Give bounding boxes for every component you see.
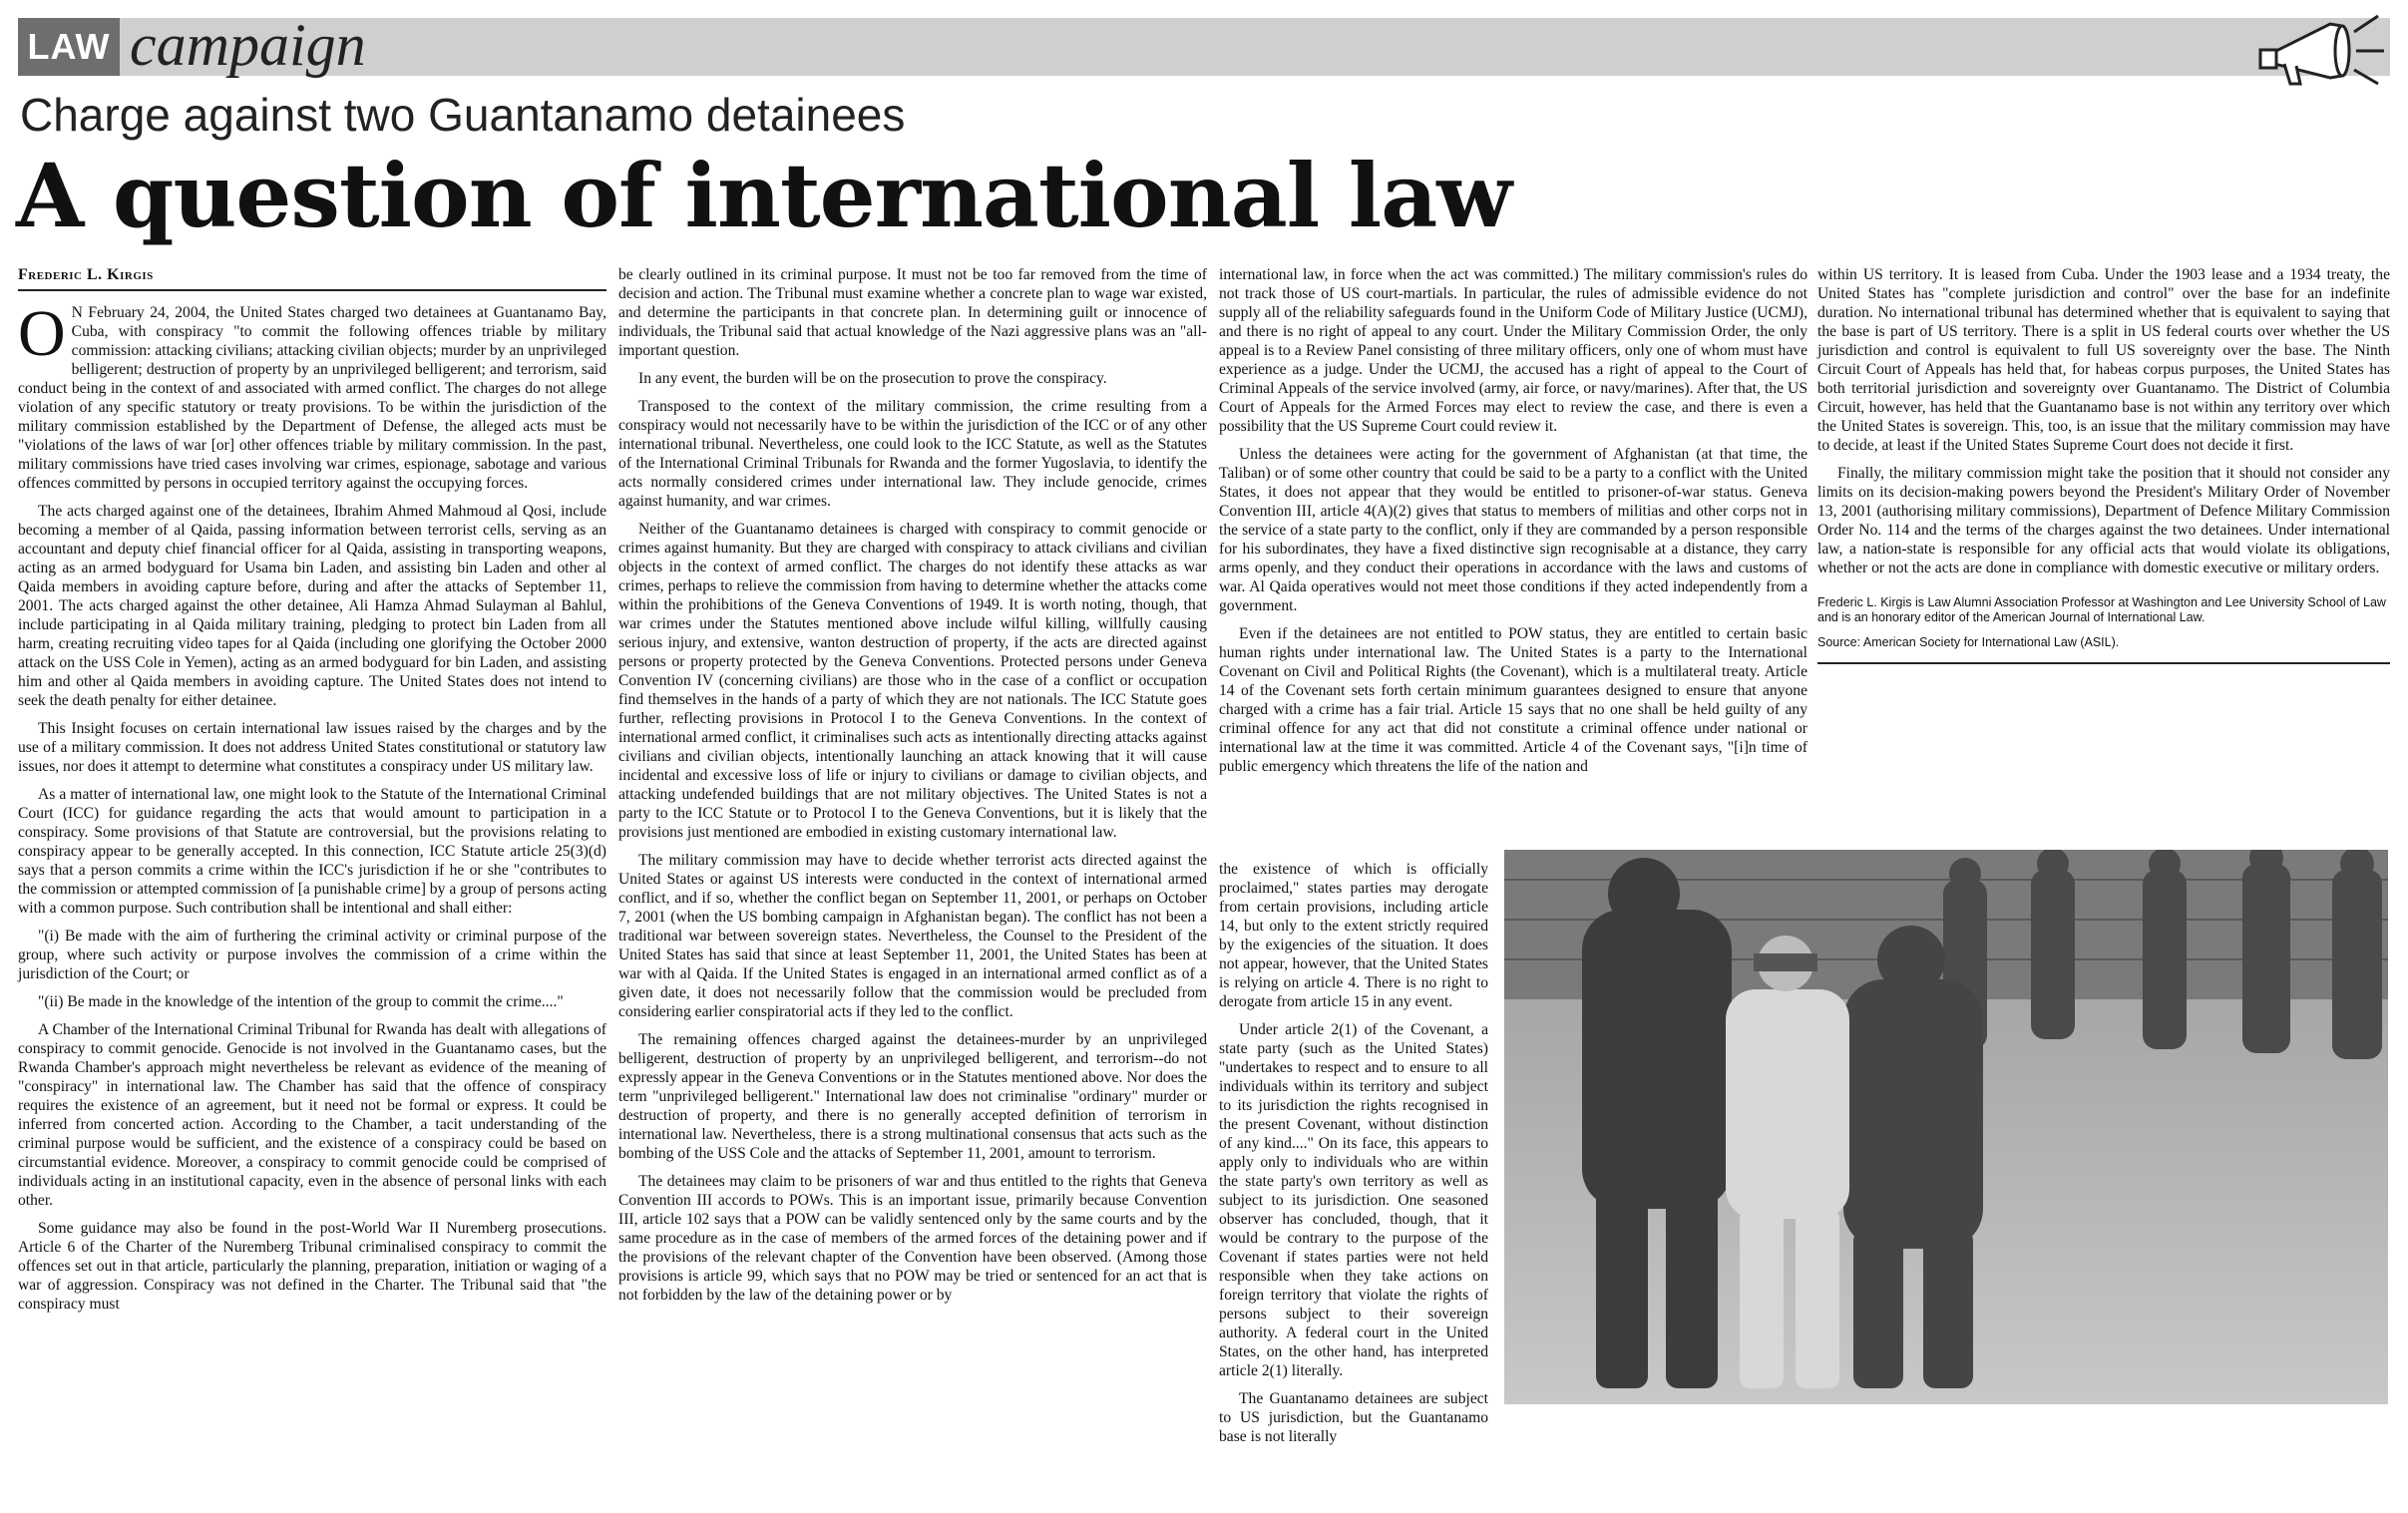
paragraph: This Insight focuses on certain international law issues raised by the charges and by the use of a military commission. It does not address United States constitutional or statutory law issues, nor does it attempt to determine what constitutes a conspiracy under US military law.: [18, 720, 606, 775]
paragraph: The acts charged against one of the detainees, Ibrahim Ahmed Mahmoud al Qosi, include becoming a member of al Qaida, passing information between terrorist cells, serving as an accountant and deputy chief financial officer for al Qaida, assisting in transporting weapons, acting as an armed bodyguard for Usama bin Laden, and assisting bin Laden and other al Qaida members in avoiding capture before, during and after the attacks of September 11, 2001. The acts charged against the other detainee, Ali Hamza Ahmad Sulayman al Bahlul, include participating in al Qaida military training, pledging to protect bin Laden from all harm, creating recruiting video tapes for al Qaida (including one glorifying the October 2000 attack on the USS Cole in Yemen), acting as an armed bodyguard for bin Laden, and assisting him and other al Qaida members in avoiding capture. The United States does not intend to seek the death penalty for either detainee.: [18, 503, 606, 709]
quote-paragraph: "(ii) Be made in the knowledge of the intention of the group to commit the crime....": [38, 993, 564, 1010]
paragraph: within US territory. It is leased from Cuba. Under the 1903 lease and a 1934 treaty, the United States has "complete jurisdiction and control" over the base for an indefinite duration. No international tribunal has determined whether that is equivalent to saying that the base is part of US territory. There is a split in US federal courts over whether the US jurisdiction and control is equivalent to full US sovereignty over the base. The Ninth Circuit Court of Appeals has held that, for habeas corpus purposes, the United States has both territorial jurisdiction and sovereignty over Guantanamo. The District of Columbia Circuit, however, has held that the Guantanamo base is not within any territory over which the United States is sovereign. This, too, is an issue that the military commission may have to decide, at least if the United States Supreme Court does not decide it first.: [1817, 266, 2390, 454]
paragraph: international law, in force when the act was committed.) The military commission's rules do not track those of US court-martials. In particular, the rules of admissible evidence do not supply all of the reliability safeguards found in the Uniform Code of Military Justice (UCMJ), and there is no right of appeal to any court. Under the Military Commission Order, the only appeal is to a Review Panel consisting of three military officers, only one of whom must have experience as a judge. Under the UCMJ, the accused has a right of appeal to the Court of Criminal Appeals of the service involved (army, air force, or navy/marines). After that, the US Court of Appeals for the Armed Forces may elect to review the case, and there is even a possibility that the US Supreme Court could review it.: [1219, 266, 1807, 435]
section-tag: LAW: [18, 18, 120, 76]
author-bio: Frederic L. Kirgis is Law Alumni Association Professor at Washington and Lee University School of Law and is an honorary editor of the American Journal of International Law.: [1817, 595, 2386, 624]
article-photo: [1504, 850, 2388, 1404]
article-headline: A question of international law: [16, 144, 1511, 247]
section-name: campaign: [130, 12, 366, 78]
detainee-photo-illustration: [1504, 850, 2388, 1404]
article-column-4: [1817, 265, 2390, 664]
paragraph: As a matter of international law, one might look to the Statute of the International Criminal Court (ICC) for guidance regarding the acts that would amount to participation in a conspiracy. Some provisions of that Statute are controversial, but the provisions relating to conspiracy appear to be generally accepted. In this connection, ICC Statute article 25(3)(d) says that a person commits a crime within the ICC's jurisdiction if he or she "contributes to the commission or attempted commission of [a punishable crime] by a group of persons acting with a common purpose. Such contribution shall be intentional and shall either:: [18, 786, 606, 917]
paragraph: In any event, the burden will be on the prosecution to prove the conspiracy.: [638, 370, 1107, 387]
paragraph: be clearly outlined in its criminal purpose. It must not be too far removed from the time of decision and action. The Tribunal must examine whether a concrete plan to wage war existed, and determine the participants in that concrete plan. In determining guilt or innocence of individuals, the Tribunal said that actual knowledge of the Nazi aggressive plans was an "all-important question.: [618, 266, 1207, 359]
paragraph: Even if the detainees are not entitled to POW status, they are entitled to certain basic human rights under international law. The United States is a party to the International Covenant on Civil and Political Rights (the Covenant), which is a multilateral treaty. Article 14 of the Covenant sets forth certain minimum guarantees designed to ensure that anyone charged with a crime has a fair trial. Article 15 says that no one shall be held guilty of any criminal offence for any act that did not constitute a criminal offence under national or international law at the time it was committed. Article 4 of the Covenant says, "[i]n time of public emergency which threatens the life of the nation and: [1219, 625, 1807, 775]
drop-cap: O: [18, 297, 66, 370]
article-column-1: [18, 265, 606, 1323]
paragraph: Transposed to the context of the military commission, the crime resulting from a conspiracy would not necessarily have to be within the jurisdiction of the ICC or of any other international tribunal. Nevertheless, one could look to the ICC Statute, as well as the Statutes of the International Criminal Tribunals for Rwanda and the former Yugoslavia, to identify the acts normally considered crimes under international law. They include genocide, crimes against humanity, and war crimes.: [618, 398, 1207, 510]
paragraph: Neither of the Guantanamo detainees is charged with conspiracy to commit genocide or crimes against humanity. But they are charged with conspiracy to attack civilians and civilian objects in the context of armed conflict. The charges do not identify these attacks as war crimes, perhaps to relieve the commission from having to determine whether the attacks come within the prohibitions of the Geneva Conventions of 1949. It is worth noting, though, that war crimes under the Statutes mentioned above include wilful killing, willfully causing serious injury, and extensive, wanton destruction of property, if the acts are directed against persons or property protected by the Geneva Conventions. Protected persons under Geneva Convention IV (concerning civilians) are those who in the case of a conflict or occupation find themselves in the hands of a party of which they are not nationals. The ICC Statute goes further, reflecting provisions in Protocol I to the Geneva Conventions. In the context of international armed conflict, it criminalises such acts as intentionally directing attacks against civilians and civilian objects, intentionally launching an attack knowing that it will cause incidental and excessive loss of life or injury to civilians or damage to civilian objects, and attacking undefended buildings that are not military objectives. The United States is not a party to the ICC Statute or to Protocol I to the Geneva Conventions, but it is likely that the provisions just mentioned are embodied in existing customary international law.: [618, 521, 1207, 841]
paragraph: Finally, the military commission might take the position that it should not consider any limits on its decision-making powers beyond the President's Military Order of November 13, 2001 (authorising military commissions), Department of Defence Military Commission Order No. 114 and the terms of the charges against the two detainees. Under international law, a nation-state is responsible for any official acts that would violate its obligations, whether or not the acts are done in compliance with domestic executive or military orders.: [1817, 465, 2390, 576]
article-column-3: [1219, 265, 1807, 785]
paragraph: A Chamber of the International Criminal Tribunal for Rwanda has dealt with allegations of conspiracy to commit genocide. Genocide is not involved in the Guantanamo cases, but the Rwanda Chamber's approach might nevertheless be relevant as evidence of the meaning of "conspiracy" in international law. The Chamber has said that the offence of conspiracy requires the existence of an agreement, but it need not be formal or express. It could be inferred from concerted action. According to the Chamber, a tacit understanding of the criminal purpose would be sufficient, and the existence of a conspiracy could be based on circumstantial evidence. Moreover, a conspiracy to commit genocide could be comprised of individuals acting in an institutional capacity, even in the absence of personal links with each other.: [18, 1021, 606, 1209]
paragraph: Some guidance may also be found in the post-World War II Nuremberg prosecutions. Article 6 of the Charter of the Nuremberg Tribunal criminalised conspiracy to commit the offences set out in that article, particularly the planning, preparation, initiation or waging of a war of aggression. Conspiracy was not defined in the Charter. The Tribunal said that "the conspiracy must: [18, 1220, 606, 1313]
article-column-2: [618, 265, 1207, 1314]
paragraph: Unless the detainees were acting for the government of Afghanistan (at that time, the Taliban) or of some other country that could be said to be a party to a conflict with the United States, it does not appear that they would be entitled to prisoner-of-war status. Geneva Convention III, article 4(A)(2) gives that status to members of militias and other corps not in the service of a state party to the conflict, only if they are commanded by a person responsible for his subordinates, they have a fixed distinctive sign recognisable at a distance, they carry arms openly, and they conduct their operations in accordance with the laws and customs of war. Al Qaida operatives would not meet those conditions if they acted independently from a government.: [1219, 446, 1807, 614]
paragraph: The Guantanamo detainees are subject to US jurisdiction, but the Guantanamo base is not literally: [1219, 1390, 1488, 1445]
section-header-band: [18, 12, 2390, 78]
article-column-3-narrow: [1219, 860, 1488, 1455]
paragraph: The remaining offences charged against the detainees-murder by an unprivileged belligerent, destruction of property by an unprivileged belligerent, and terrorism--do not expressly appear in the Geneva Conventions or in the Statutes mentioned above. Nor does the term "unprivileged belligerent." International law does not criminalise "ordinary" murder or destruction of property, and there is no generally accepted definition of terrorism in international law. Nevertheless, there is a strong multinational consensus that acts such as the bombing of the USS Cole and the attacks of September 11, 2001, amount to terrorism.: [618, 1031, 1207, 1162]
megaphone-icon: [2238, 6, 2388, 90]
paragraph: The military commission may have to decide whether terrorist acts directed against the United States or against US interests were conducted in the context of international armed conflict, and if so, whether the conflict began on September 11, 2001, or perhaps on October 7, 2001 (when the US bombing campaign in Afghanistan began). The conflict has not been a traditional war between sovereign states. Nevertheless, the Counsel to the President of the United States has said that since at least September 11, 2001, the United States has been at war with al Qaida. If the United States is engaged in an international armed conflict as of a given date, it does not necessarily follow that the commission would be precluded from considering earlier conspiratorial acts if they led to the conflict.: [618, 852, 1207, 1020]
source-credit: Source: American Society for International Law (ASIL).: [1817, 633, 2390, 664]
article-kicker: Charge against two Guantanamo detainees: [20, 89, 906, 141]
paragraph: Under article 2(1) of the Covenant, a state party (such as the United States) "undertakes to respect and to ensure to all individuals within its territory and subject to its jurisdiction the rights recognised in the present Covenant, without distinction of any kind...." On its face, this appears to apply only to individuals who are within the state party's own territory as well as subject to its jurisdiction. One seasoned observer has concluded, though, that it would be contrary to the purpose of the Covenant if states parties were not held responsible when they take actions on foreign territory that violate the rights of persons subject to their sovereign authority. A federal court in the United States, on the other hand, has interpreted article 2(1) literally.: [1219, 1021, 1488, 1379]
quote-paragraph: "(i) Be made with the aim of furthering the criminal activity or criminal purpose of the group, where such activity or purpose involves the commission of a crime within the jurisdiction of the Court; or: [18, 928, 606, 982]
paragraph: O N February 24, 2004, the United States charged two detainees at Guantanamo Bay, Cuba, with conspiracy "to commit the following offences triable by military commission: attacking civilians; attacking civilian objects; murder by an unprivileged belligerent; destruction of property by an unprivileged belligerent; and terrorism, said conduct being in the context of and associated with armed conflict. The charges do not allege violation of any specific statutory or treaty provisions. To be within the jurisdiction of the military commission established by the Department of Defense, the alleged acts must be "violations of the laws of war [or] other offences triable by military commission. In the past, military commissions have tried cases involving war crimes, espionage, sabotage and various offences committed by persons in occupied territory against the occupying forces.: [18, 297, 606, 492]
byline: Frederic L. Kirgis: [18, 265, 606, 291]
paragraph: the existence of which is officially proclaimed," states parties may derogate from certain provisions, including article 14, but only to the extent strictly required by the exigencies of the situation. It does not appear, however, that the United States is relying on article 4. There is no right to derogate from article 15 in any event.: [1219, 861, 1488, 1010]
paragraph: The detainees may claim to be prisoners of war and thus entitled to the rights that Geneva Convention III accords to POWs. This is an important issue, primarily because Convention III, article 102 says that a POW can be validly sentenced only by the same courts and by the same procedure as in the case of members of the armed forces of the detaining power and if the provisions of the relevant chapter of the Convention have been observed. (Among those provisions is article 99, which says that no POW may be tried or sentenced for an act that is not forbidden by the law of the detaining power or by: [618, 1173, 1207, 1304]
